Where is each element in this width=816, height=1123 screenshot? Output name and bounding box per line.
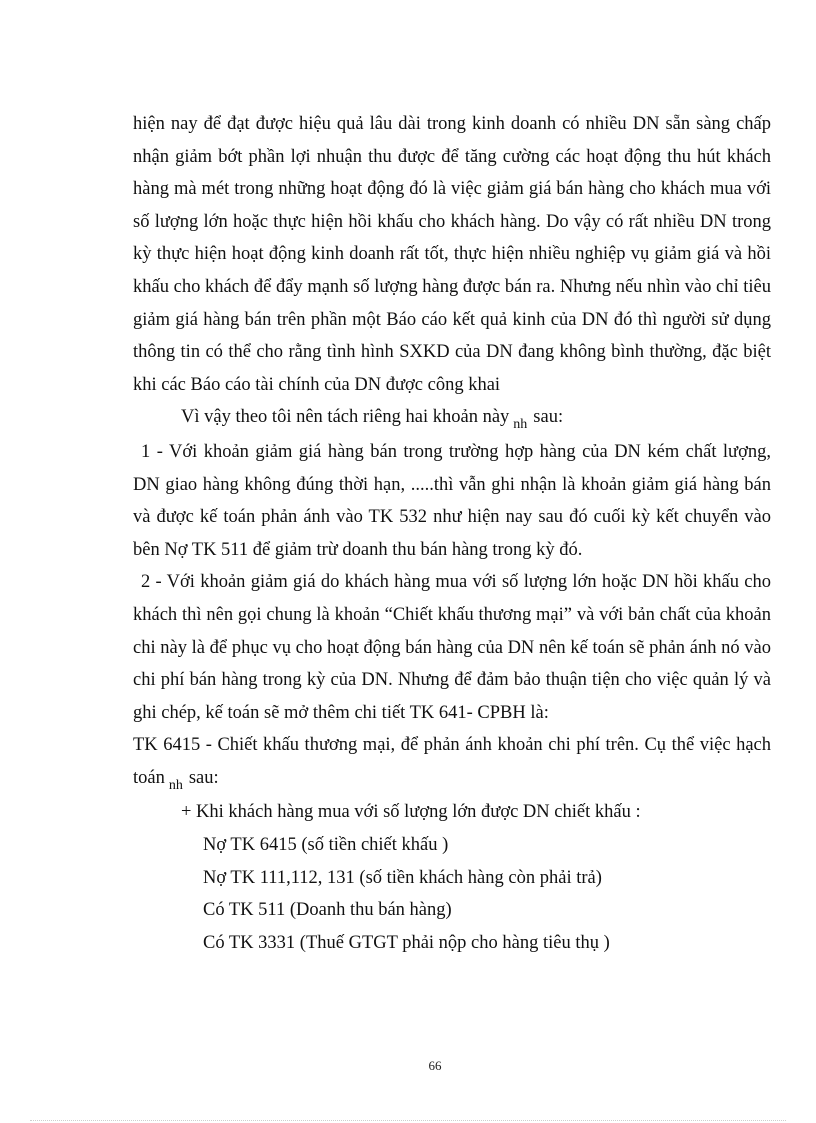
paragraph-2-text: Vì vậy theo tôi nên tách riêng hai khoản này — [181, 407, 510, 428]
paragraph-2 — [133, 401, 771, 436]
tk-6415-line — [133, 729, 771, 796]
entry-line: Nợ TK 6415 (số tiền chiết khấu ) — [203, 835, 449, 856]
accounting-entries — [133, 829, 771, 959]
tk-6415-nh: nh — [168, 777, 183, 793]
tk-6415-text: TK 6415 - Chiết khấu thương mại, để phản ánh khoản chi phí trên. Cụ thể việc hạch toán — [133, 735, 771, 788]
entry-line: Nợ TK 111,112, 131 (số tiền khách hàng còn phải trả) — [203, 867, 602, 888]
entry-line: Có TK 511 (Doanh thu bán hàng) — [203, 900, 452, 921]
item-2: 2 - Với khoản giảm giá do khách hàng mua với số lượng lớn hoặc DN hồi khấu cho khách thì nên gọi chung là khoản “Chiết khấu thương mại” và với bản chất của khoản chi này là để phục vụ cho hoạt động bán hàng của DN nên kế toán sẽ phản ánh nó vào chi phí bán hàng trong kỳ của DN. Nhưng để đảm bảo thuận tiện cho việc quản lý và ghi chép, kế toán sẽ mở thêm chi tiết TK 641- CPBH là: — [133, 572, 771, 723]
paragraph-1: hiện nay để đạt được hiệu quả lâu dài trong kinh doanh có nhiều DN sẵn sàng chấp nhận giảm bớt phần lợi nhuận thu được để tăng cường các hoạt động thu hút khách hàng mà mét trong những hoạt động đó là việc giảm giá bán hàng cho khách mua với số lượng lớn hoặc thực hiện hồi khấu cho khách hàng. Do vậy có rất nhiều DN trong kỳ thực hiện hoạt động kinh doanh rất tốt, thực hiện nhiều nghiệp vụ giảm giá và hồi khấu cho khách để đẩy mạnh số lượng hàng được bán ra. Nhưng nếu nhìn vào chỉ tiêu giảm giá hàng bán trên phần một Báo cáo kết quả kinh của DN đó thì người sử dụng thông tin có thể cho rằng tình hình SXKD của DN đang không bình thường, đặc biệt khi các Báo cáo tài chính của DN được công khai — [133, 114, 771, 395]
bullet-line: + Khi khách hàng mua với số lượng lớn được DN chiết khấu : — [181, 802, 641, 823]
paragraph-2-end: sau: — [533, 407, 564, 428]
paragraph-2-nh: nh — [513, 417, 528, 433]
entry-line: Có TK 3331 (Thuế GTGT phải nộp cho hàng tiêu thụ ) — [203, 932, 610, 953]
page-bottom-divider — [30, 1120, 786, 1121]
page-number: 66 — [428, 1058, 442, 1073]
tk-6415-end: sau: — [188, 767, 219, 788]
document-body — [133, 108, 771, 959]
item-1: 1 - Với khoản giảm giá hàng bán trong trường hợp hàng của DN kém chất lượng, DN giao hàng không đúng thời hạn, .....thì vẫn ghi nhận là khoản giảm giá hàng bán và được kế toán phản ánh vào TK 532 như hiện nay sau đó cuối kỳ kết chuyển vào bên Nợ TK 511 để giảm trừ doanh thu bán hàng trong kỳ đó. — [133, 441, 771, 560]
